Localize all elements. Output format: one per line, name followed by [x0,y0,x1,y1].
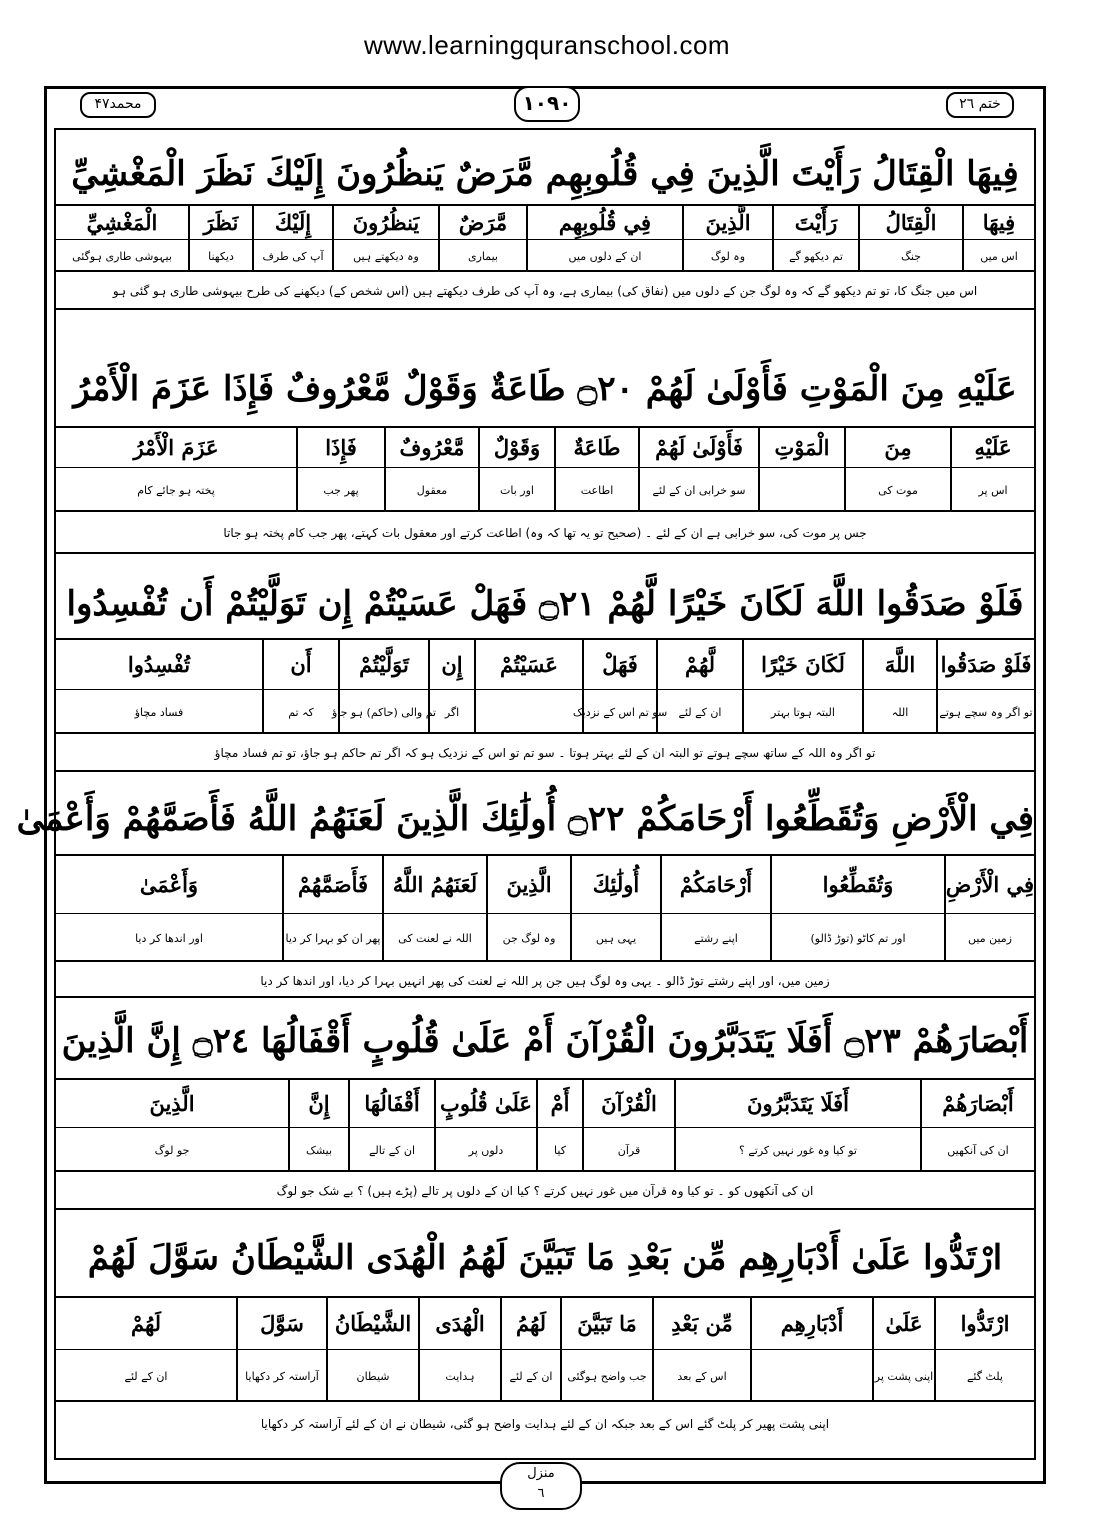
verse-section-3 [56,558,1034,768]
meaning-cell: تم والی (حاکم) ہو جاؤ [338,690,428,734]
word-cell: يَنظُرُونَ [332,206,438,239]
word-cell: الْقُرْآنَ [582,1080,674,1127]
meaning-cell: اور تم کاٹو (توڑ ڈالو) [770,914,944,962]
word-grid [56,426,1034,512]
meaning-cell: دلوں پر [434,1128,536,1172]
meaning-cell: اگر [428,690,474,734]
surah-label: محمد۴۷ [80,92,156,118]
meaning-cell: اور بات [478,468,554,512]
word-cell: الَّذِينَ [486,856,570,913]
word-cell: إِن [428,640,474,689]
ayah-line: فِي الْأَرْضِ وَتُقَطِّعُوا أَرْحَامَكُمْ ۝٢٢ أُولَٰئِكَ الَّذِينَ لَعَنَهُمُ اللَّهُ فَأَصَمَّهُمْ وَأَعْمَىٰ [16,799,1034,839]
word-cell: نَظَرَ [188,206,252,239]
word-cell: عَلَيْهِ [950,428,1034,467]
word-row [56,1080,1034,1128]
meaning-cell: پلٹ گئے [934,1350,1034,1402]
word-cell: تُفْسِدُوا [127,652,191,677]
meaning-cell: اپنی پشت پر [872,1350,934,1402]
meaning-cell [758,468,844,512]
meaning-cell: ان کے لئے [124,1369,168,1383]
meaning-cell: کہ تم [262,690,338,734]
word-cell: تَوَلَّيْتُمْ [338,640,428,689]
meaning-cell: ان کے دلوں میں [526,240,682,272]
word-cell: الَّذِينَ [682,206,772,239]
divider [56,1208,1034,1210]
meaning-cell: ہدایت [418,1350,500,1402]
word-cell: عَلَىٰ [872,1298,934,1349]
word-cell: مَا تَبَيَّنَ [560,1298,652,1349]
verse-section-5 [56,998,1034,1212]
meaning-cell: شیطان [326,1350,418,1402]
meaning-cell: ان کے تالے [348,1128,434,1172]
juz-label: ختم ۲٦ [946,92,1014,118]
word-cell: أَرْحَامَكُمْ [660,856,770,913]
word-cell: لَكَانَ خَيْرًا [742,640,862,689]
word-cell: سَوَّلَ [236,1298,326,1349]
verse-section-4 [16,772,1035,992]
word-row [56,856,1034,914]
ayah-line: أَبْصَارَهُمْ ۝٢٣ أَفَلَا يَتَدَبَّرُونَ الْقُرْآنَ أَمْ عَلَىٰ قُلُوبٍ أَقْفَالُهَا ۝٢٤ إِنَّ الَّذِينَ [61,1021,1029,1061]
word-cell: فَلَوْ صَدَقُوا [936,640,1034,689]
page-number: ۱۰۹۰ [514,86,580,122]
word-grid [56,638,1034,734]
ayah-line: عَلَيْهِ مِنَ الْمَوْتِ فَأَوْلَىٰ لَهُمْ ۝٢٠ طَاعَةٌ وَقَوْلٌ مَّعْرُوفٌ فَإِذَا عَزَمَ الْأَمْرُ [73,369,1017,409]
word-row [56,428,1034,468]
meaning-cell: اس کے بعد [652,1350,750,1402]
translation-line: جس پر موت کی، سو خرابی ہے ان کے لئے ۔ (صحیح تو یہ تھا کہ وہ) اطاعت کرتے اور معقول بات کہتے، پھر جب کام پختہ ہو جاتا [223,526,867,540]
word-row [56,640,1034,690]
word-cell: فِي قُلُوبِهِم [526,206,682,239]
meaning-cell: بیہوشی طاری ہوگئی [72,249,172,263]
word-cell: طَاعَةٌ [554,428,638,467]
word-cell: مَّرَضٌ [438,206,526,239]
meaning-row [56,240,1034,272]
meaning-cell: موت کی [844,468,950,512]
word-cell: عَزَمَ الْأَمْرُ [133,435,219,460]
word-cell: فَإِذَا [296,428,384,467]
meaning-cell: پختہ ہو جائے کام [137,483,215,497]
site-url: www.learningquranschool.com [363,30,731,60]
word-cell: لَعَنَهُمُ اللَّهُ [382,856,486,913]
manzil-label: منزل [527,1466,555,1481]
meaning-cell: معقول [384,468,478,512]
word-grid [56,854,1034,962]
translation-line: اس میں جنگ کا، تو تم دیکھو گے کہ وہ لوگ جن کے دلوں میں (نفاق کی) بیماری ہے، وہ آپ کی طرف دیکھتے ہیں (اس شخص کے) دیکھنے کی طرح بیہوشی طاری ہو گئی ہو [112,284,978,298]
word-cell: أَبْصَارَهُمْ [920,1080,1034,1127]
meaning-cell: آپ کی طرف [252,240,332,272]
meaning-cell: جو لوگ [154,1143,190,1157]
word-row [56,1298,1034,1350]
word-grid [56,204,1034,272]
word-cell: إِنَّ [288,1080,348,1127]
word-cell: أَدْبَارِهِم [750,1298,872,1349]
meaning-cell: اطاعت [554,468,638,512]
word-cell: لَهُمْ [130,1311,162,1336]
meaning-row [56,1128,1034,1172]
word-cell: أَفَلَا يَتَدَبَّرُونَ [674,1080,920,1127]
verse-section-6 [56,1212,1034,1458]
word-cell: وَتُقَطِّعُوا [770,856,944,913]
word-cell: اللَّهَ [862,640,936,689]
meaning-cell: تو اگر وہ سچے ہوتے [936,690,1034,734]
word-cell: فَأَوْلَىٰ لَهُمْ [638,428,758,467]
translation-line: زمین میں، اور اپنے رشتے توڑ ڈالو ۔ یہی وہ لوگ ہیں جن پر اللہ نے لعنت کی پھر انہیں بہرا کر دیا، اور اندھا کر دیا [260,974,830,988]
meaning-cell: اس میں [962,240,1034,272]
meaning-cell: تو کیا وہ غور نہیں کرتے ؟ [674,1128,920,1172]
word-cell: وَقَوْلٌ [478,428,554,467]
divider [56,308,1034,310]
verse-section-1 [56,132,1034,342]
translation-line: اپنی پشت پھیر کر پلٹ گئے اس کے بعد جبکہ ان کے لئے ہدایت واضح ہو گئی، شیطان نے ان کے لئے آراستہ کر دکھایا [260,1417,830,1431]
divider [56,552,1034,554]
word-cell: الْمَغْشِيِّ [86,210,158,235]
meaning-cell: کیا [536,1128,582,1172]
meaning-cell: ان کے لئے [656,690,742,734]
meaning-cell: بیماری [438,240,526,272]
meaning-cell: جنگ [858,240,962,272]
meaning-cell: پھر جب [296,468,384,512]
meaning-row [56,468,1034,512]
word-cell: أَقْفَالُهَا [348,1080,434,1127]
meaning-cell [474,690,582,734]
verse-section-2 [56,342,1034,558]
meaning-cell: جب واضح ہوگئی [560,1350,652,1402]
word-cell: الشَّيْطَانُ [326,1298,418,1349]
meaning-cell: اس پر [950,468,1034,512]
meaning-cell: سو خرابی ان کے لئے [638,468,758,512]
ayah-line: فَلَوْ صَدَقُوا اللَّهَ لَكَانَ خَيْرًا لَّهُمْ ۝٢١ فَهَلْ عَسَيْتُمْ إِن تَوَلَّيْتُمْ أَن تُفْسِدُوا [66,584,1024,624]
ayah-line: فِيهَا الْقِتَالُ رَأَيْتَ الَّذِينَ فِي قُلُوبِهِم مَّرَضٌ يَنظُرُونَ إِلَيْكَ نَظَرَ الْمَغْشِيِّ [71,154,1019,194]
word-grid [56,1078,1034,1172]
word-cell: ارْتَدُّوا [934,1298,1034,1349]
meaning-cell: قرآن [582,1128,674,1172]
manzil-number: ٦ [537,1486,545,1501]
meaning-cell: وہ دیکھتے ہیں [332,240,438,272]
word-cell: فَهَلْ [582,640,656,689]
meaning-cell: اللہ نے لعنت کی [382,914,486,962]
translation-line: ان کی آنکھوں کو ۔ تو کیا وہ قرآن میں غور نہیں کرتے ؟ کیا ان کے دلوں پر تالے (پڑے ہیں) ؟ بے شک جو لوگ [276,1184,814,1198]
word-cell: الْمَوْتِ [758,428,844,467]
meaning-cell: ان کے لئے [500,1350,560,1402]
manzil-badge [500,1462,582,1510]
word-cell: أَن [262,640,338,689]
meaning-cell: وہ لوگ جن [486,914,570,962]
word-cell: إِلَيْكَ [252,206,332,239]
word-cell: الَّذِينَ [149,1091,195,1116]
word-grid [56,1296,1034,1402]
meaning-cell: اللہ [862,690,936,734]
word-cell: أُولَٰئِكَ [570,856,660,913]
meaning-cell: پھر ان کو بہرا کر دیا [282,914,382,962]
word-cell: عَلَىٰ قُلُوبٍ [434,1080,536,1127]
meaning-cell: البتہ ہوتا بہتر [742,690,862,734]
word-cell: الْقِتَالُ [858,206,962,239]
meaning-cell: ان کی آنکھیں [920,1128,1034,1172]
meaning-row [56,1350,1034,1402]
word-cell: مَّعْرُوفٌ [384,428,478,467]
ayah-line: ارْتَدُّوا عَلَىٰ أَدْبَارِهِم مِّن بَعْدِ مَا تَبَيَّنَ لَهُمُ الْهُدَى الشَّيْطَانُ سَوَّلَ لَهُمْ [87,1238,1003,1278]
meaning-cell: زمین میں [944,914,1034,962]
meaning-cell: سو تم اس کے نزدیک [582,690,656,734]
meaning-cell [750,1350,872,1402]
word-cell: الْهُدَى [418,1298,500,1349]
meaning-cell: بیشک [288,1128,348,1172]
meaning-cell: وہ لوگ [682,240,772,272]
word-cell: لَهُمُ [500,1298,560,1349]
meaning-cell: اپنے رشتے [660,914,770,962]
meaning-cell: یہی ہیں [570,914,660,962]
word-cell: أَمْ [536,1080,582,1127]
meaning-cell: فساد مچاؤ [134,705,184,719]
word-cell: فِيهَا [962,206,1034,239]
meaning-row [56,690,1034,734]
word-cell: مِنَ [844,428,950,467]
word-cell: وَأَعْمَىٰ [139,872,199,897]
meaning-cell: آراستہ کر دکھایا [236,1350,326,1402]
word-row [56,206,1034,240]
word-cell: رَأَيْتَ [772,206,858,239]
translation-line: تو اگر وہ اللہ کے ساتھ سچے ہوتے تو البتہ ان کے لئے بہتر ہوتا ۔ سو تم تو اس کے نزدیک ہو کہ اگر تم حاکم ہو جاؤ، تو تم فساد مچاؤ [214,746,876,760]
word-cell: فَأَصَمَّهُمْ [282,856,382,913]
word-cell: فِي الْأَرْضِ [944,856,1034,913]
meaning-cell: دیکھنا [188,240,252,272]
word-cell: لَّهُمْ [656,640,742,689]
word-cell: مِّن بَعْدِ [652,1298,750,1349]
meaning-cell: اور اندھا کر دیا [135,931,203,945]
meaning-cell: تم دیکھو گے [772,240,858,272]
meaning-row [56,914,1034,962]
word-cell: عَسَيْتُمْ [474,640,582,689]
